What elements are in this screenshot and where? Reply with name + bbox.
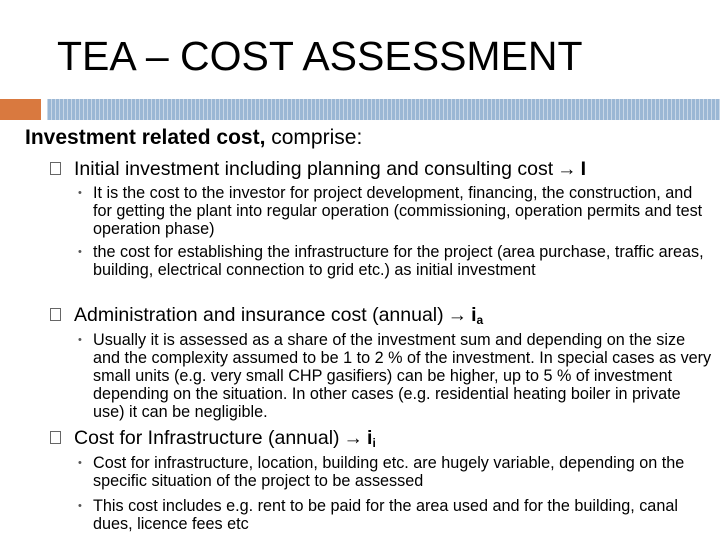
accent-bar-orange <box>0 99 41 120</box>
section-2-heading <box>74 303 483 333</box>
section-2-item-1-text: Usually it is assessed as a share of the investment sum and depending on the size and the complexity assumed to be 1 to 2 % of the investment. In special cases as very small units (e.g. very small CHP gasifiers) can be higher, up to 5 % of investment depending on the situation. In other cases (e.g. residential heating boiler in private use) it can be negligible. <box>93 331 712 421</box>
slide-title: TEA – COST ASSESSMENT <box>57 33 583 79</box>
checkbox-bullet-icon <box>50 308 61 321</box>
accent-bar-blue <box>47 99 720 120</box>
section-1-symbol: I <box>580 158 587 180</box>
section-3-symbol: $i_i$ <box>367 427 376 450</box>
section-3-text: Cost for Infrastructure (annual) <box>74 427 340 449</box>
arrow-right-icon: → <box>447 304 468 326</box>
section-1-item-2-text: the cost for establishing the infrastructure for the project (area purchase, traffic areas, building, electrical connection to grid etc.) as initial investment <box>93 243 704 279</box>
checkbox-bullet-icon <box>50 162 61 175</box>
arrow-right-icon: → <box>343 427 364 449</box>
bullet-dot-icon: • <box>78 246 82 258</box>
section-1-text: Initial investment including planning and consulting cost <box>74 158 554 180</box>
section-3-item-2-text: This cost includes e.g. rent to be paid for the area used and for the building, canal dues, licence fees etc <box>93 497 678 533</box>
section-3-item-1-text: Cost for infrastructure, location, building etc. are hugely variable, depending on the specific situation of the project to be assessed <box>93 454 685 490</box>
section-2-symbol: $i_a$ <box>471 304 484 327</box>
section-3-heading <box>74 426 376 456</box>
intro-line <box>25 124 362 152</box>
section-1-heading <box>74 157 586 187</box>
intro-rest: comprise: <box>265 126 363 149</box>
checkbox-bullet-icon <box>50 431 61 444</box>
section-2-text: Administration and insurance cost (annual) <box>74 304 444 326</box>
bullet-dot-icon: • <box>78 334 82 346</box>
intro-bold: Investment related cost, <box>25 126 266 149</box>
arrow-right-icon: → <box>557 158 577 180</box>
bullet-dot-icon: • <box>78 500 82 512</box>
section-1-item-1-text: It is the cost to the investor for project development, financing, the construction, and for getting the plant into regular operation (commissioning, operation permits and test operation phase) <box>93 184 703 238</box>
bullet-dot-icon: • <box>78 187 82 199</box>
bullet-dot-icon: • <box>78 457 82 469</box>
